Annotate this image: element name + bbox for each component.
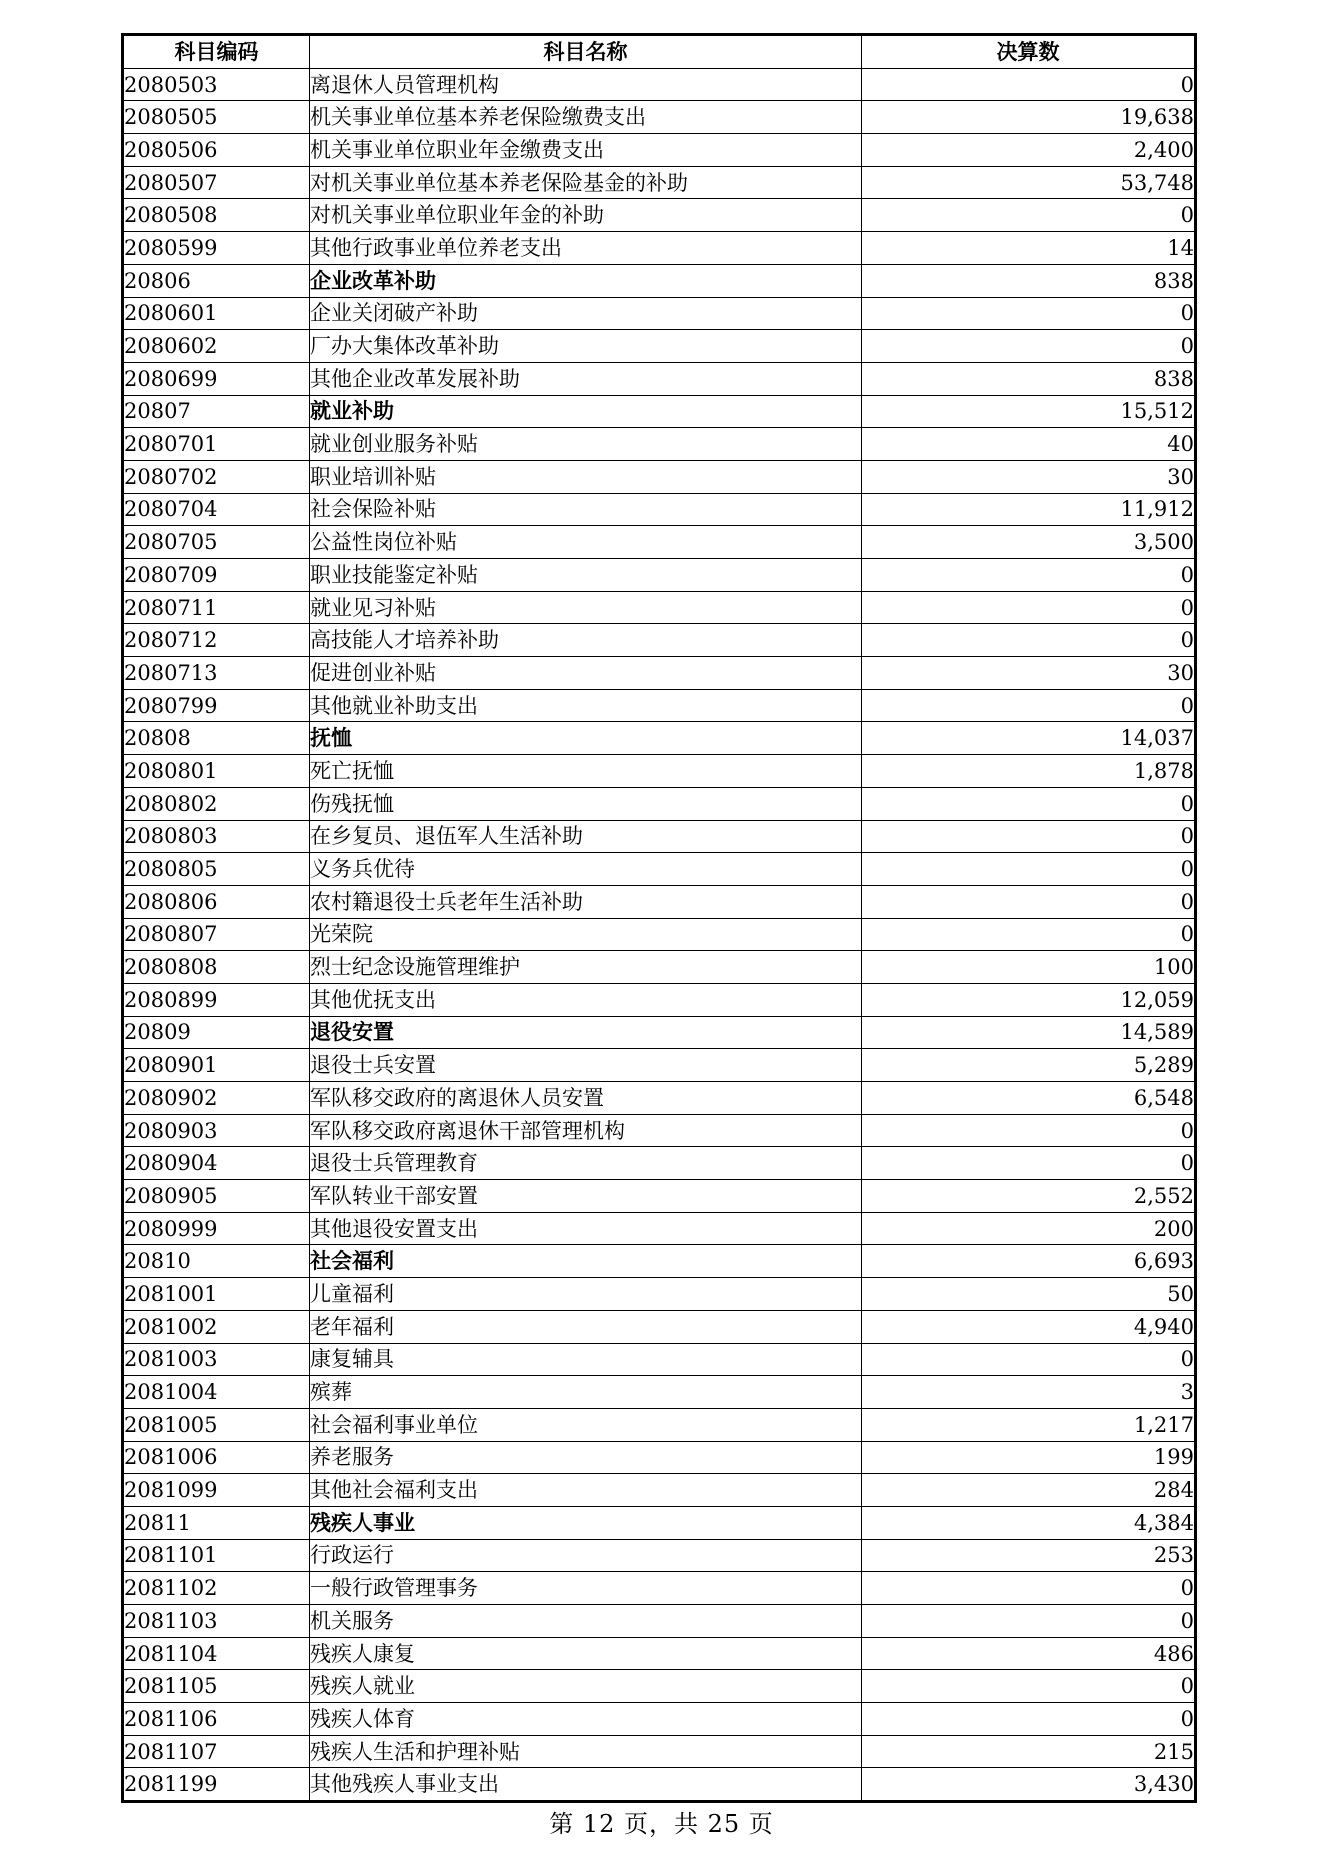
cell-name: 残疾人事业 (310, 1506, 862, 1539)
table-row (123, 885, 1196, 918)
cell-amount: 0 (862, 330, 1196, 363)
cell-name: 退役安置 (310, 1016, 862, 1049)
table-body (123, 68, 1196, 1801)
cell-name: 职业技能鉴定补贴 (310, 559, 862, 592)
cell-code: 2081199 (123, 1768, 310, 1802)
cell-amount: 5,289 (862, 1049, 1196, 1082)
cell-name: 光荣院 (310, 918, 862, 951)
cell-amount: 0 (862, 1114, 1196, 1147)
table-row (123, 1212, 1196, 1245)
cell-code: 2080803 (123, 820, 310, 853)
cell-amount: 0 (862, 297, 1196, 330)
cell-code: 2081107 (123, 1735, 310, 1768)
cell-code: 2080711 (123, 591, 310, 624)
cell-amount: 0 (862, 1147, 1196, 1180)
cell-name: 养老服务 (310, 1441, 862, 1474)
cell-code: 2080713 (123, 657, 310, 690)
cell-name: 离退休人员管理机构 (310, 68, 862, 101)
table-row (123, 787, 1196, 820)
cell-name: 就业创业服务补贴 (310, 428, 862, 461)
table-row-section (123, 1506, 1196, 1539)
cell-name: 企业改革补助 (310, 264, 862, 297)
cell-amount: 215 (862, 1735, 1196, 1768)
cell-amount: 3,500 (862, 526, 1196, 559)
table-row-section (123, 722, 1196, 755)
cell-code: 2080905 (123, 1180, 310, 1213)
table-row (123, 1049, 1196, 1082)
cell-code: 2080705 (123, 526, 310, 559)
cell-name: 退役士兵安置 (310, 1049, 862, 1082)
cell-name: 社会福利事业单位 (310, 1408, 862, 1441)
cell-code: 2081005 (123, 1408, 310, 1441)
cell-amount: 200 (862, 1212, 1196, 1245)
table-row (123, 1441, 1196, 1474)
cell-amount: 0 (862, 689, 1196, 722)
table-row (123, 853, 1196, 886)
cell-amount: 1,217 (862, 1408, 1196, 1441)
table-row (123, 232, 1196, 265)
cell-name: 就业见习补贴 (310, 591, 862, 624)
table-row (123, 1572, 1196, 1605)
cell-code: 2080902 (123, 1082, 310, 1115)
cell-code: 2080601 (123, 297, 310, 330)
cell-amount: 19,638 (862, 101, 1196, 134)
cell-amount: 2,400 (862, 134, 1196, 167)
table-header-row (123, 35, 1196, 69)
cell-amount: 11,912 (862, 493, 1196, 526)
table-row (123, 1539, 1196, 1572)
table-row (123, 199, 1196, 232)
cell-code: 2080712 (123, 624, 310, 657)
table-row-section (123, 1016, 1196, 1049)
cell-name: 一般行政管理事务 (310, 1572, 862, 1605)
table-row (123, 101, 1196, 134)
table-row (123, 362, 1196, 395)
cell-name: 社会保险补贴 (310, 493, 862, 526)
cell-amount: 253 (862, 1539, 1196, 1572)
table-row-section (123, 395, 1196, 428)
cell-name: 军队转业干部安置 (310, 1180, 862, 1213)
cell-code: 20806 (123, 264, 310, 297)
table-row (123, 1180, 1196, 1213)
cell-code: 2081103 (123, 1605, 310, 1638)
cell-code: 20810 (123, 1245, 310, 1278)
table-row (123, 1605, 1196, 1638)
header-name: 科目名称 (310, 35, 862, 69)
cell-name: 其他退役安置支出 (310, 1212, 862, 1245)
table-row (123, 918, 1196, 951)
cell-name: 其他就业补助支出 (310, 689, 862, 722)
table-row (123, 68, 1196, 101)
table-row (123, 460, 1196, 493)
cell-name: 就业补助 (310, 395, 862, 428)
table-row (123, 755, 1196, 788)
cell-name: 儿童福利 (310, 1278, 862, 1311)
cell-code: 20809 (123, 1016, 310, 1049)
cell-name: 其他社会福利支出 (310, 1474, 862, 1507)
cell-code: 2081106 (123, 1703, 310, 1736)
cell-amount: 14,589 (862, 1016, 1196, 1049)
cell-name: 厂办大集体改革补助 (310, 330, 862, 363)
cell-code: 2080799 (123, 689, 310, 722)
cell-amount: 12,059 (862, 983, 1196, 1016)
page-number: 第 12 页，共 25 页 (549, 1810, 774, 1838)
cell-amount: 0 (862, 68, 1196, 101)
table-row (123, 330, 1196, 363)
cell-code: 2080806 (123, 885, 310, 918)
cell-amount: 3 (862, 1376, 1196, 1409)
cell-amount: 6,548 (862, 1082, 1196, 1115)
cell-amount: 486 (862, 1637, 1196, 1670)
cell-amount: 0 (862, 918, 1196, 951)
table-row (123, 428, 1196, 461)
cell-name: 残疾人康复 (310, 1637, 862, 1670)
cell-amount: 3,430 (862, 1768, 1196, 1802)
cell-code: 2080801 (123, 755, 310, 788)
cell-code: 2080709 (123, 559, 310, 592)
cell-code: 2080904 (123, 1147, 310, 1180)
cell-name: 其他优抚支出 (310, 983, 862, 1016)
table-row (123, 1278, 1196, 1311)
cell-code: 2081102 (123, 1572, 310, 1605)
cell-amount: 50 (862, 1278, 1196, 1311)
cell-code: 2080807 (123, 918, 310, 951)
cell-name: 在乡复员、退伍军人生活补助 (310, 820, 862, 853)
table-row (123, 951, 1196, 984)
cell-amount: 15,512 (862, 395, 1196, 428)
header-amount: 决算数 (862, 35, 1196, 69)
cell-name: 军队移交政府离退休干部管理机构 (310, 1114, 862, 1147)
cell-code: 2081001 (123, 1278, 310, 1311)
cell-amount: 284 (862, 1474, 1196, 1507)
cell-name: 职业培训补贴 (310, 460, 862, 493)
cell-amount: 838 (862, 362, 1196, 395)
cell-name: 公益性岗位补贴 (310, 526, 862, 559)
cell-amount: 0 (862, 1605, 1196, 1638)
cell-amount: 40 (862, 428, 1196, 461)
cell-code: 2080508 (123, 199, 310, 232)
table-row (123, 493, 1196, 526)
cell-code: 2080505 (123, 101, 310, 134)
cell-code: 2081099 (123, 1474, 310, 1507)
cell-amount: 30 (862, 460, 1196, 493)
cell-name: 促进创业补贴 (310, 657, 862, 690)
cell-amount: 4,384 (862, 1506, 1196, 1539)
cell-name: 其他残疾人事业支出 (310, 1768, 862, 1802)
cell-code: 2080702 (123, 460, 310, 493)
cell-code: 2080507 (123, 166, 310, 199)
table-row (123, 657, 1196, 690)
cell-amount: 0 (862, 787, 1196, 820)
table-row (123, 1343, 1196, 1376)
table-row (123, 624, 1196, 657)
cell-amount: 199 (862, 1441, 1196, 1474)
cell-amount: 14 (862, 232, 1196, 265)
cell-amount: 2,552 (862, 1180, 1196, 1213)
cell-code: 20811 (123, 1506, 310, 1539)
cell-name: 农村籍退役士兵老年生活补助 (310, 885, 862, 918)
table-row (123, 559, 1196, 592)
cell-name: 老年福利 (310, 1310, 862, 1343)
table-row (123, 526, 1196, 559)
cell-name: 对机关事业单位职业年金的补助 (310, 199, 862, 232)
cell-name: 对机关事业单位基本养老保险基金的补助 (310, 166, 862, 199)
cell-code: 2080506 (123, 134, 310, 167)
cell-amount: 0 (862, 1670, 1196, 1703)
cell-name: 其他行政事业单位养老支出 (310, 232, 862, 265)
cell-amount: 6,693 (862, 1245, 1196, 1278)
cell-name: 殡葬 (310, 1376, 862, 1409)
cell-name: 义务兵优待 (310, 853, 862, 886)
cell-name: 高技能人才培养补助 (310, 624, 862, 657)
cell-name: 机关事业单位基本养老保险缴费支出 (310, 101, 862, 134)
table-row (123, 1376, 1196, 1409)
table-row (123, 297, 1196, 330)
table-row (123, 1703, 1196, 1736)
cell-name: 机关服务 (310, 1605, 862, 1638)
cell-amount: 14,037 (862, 722, 1196, 755)
cell-amount: 0 (862, 820, 1196, 853)
cell-code: 2081003 (123, 1343, 310, 1376)
cell-amount: 0 (862, 1703, 1196, 1736)
budget-table (121, 33, 1197, 1803)
table-row (123, 591, 1196, 624)
cell-code: 2080602 (123, 330, 310, 363)
table-row-section (123, 1245, 1196, 1278)
cell-code: 2080899 (123, 983, 310, 1016)
table-row (123, 134, 1196, 167)
cell-code: 2080503 (123, 68, 310, 101)
cell-code: 20808 (123, 722, 310, 755)
table-row (123, 1114, 1196, 1147)
table-row (123, 1474, 1196, 1507)
cell-amount: 0 (862, 1343, 1196, 1376)
table-row (123, 820, 1196, 853)
table-row (123, 1082, 1196, 1115)
table-row-section (123, 264, 1196, 297)
cell-code: 2081004 (123, 1376, 310, 1409)
cell-amount: 100 (862, 951, 1196, 984)
cell-name: 军队移交政府的离退休人员安置 (310, 1082, 862, 1115)
cell-code: 2081101 (123, 1539, 310, 1572)
cell-name: 机关事业单位职业年金缴费支出 (310, 134, 862, 167)
table-row (123, 1735, 1196, 1768)
cell-code: 2081104 (123, 1637, 310, 1670)
cell-code: 2080999 (123, 1212, 310, 1245)
cell-amount: 0 (862, 885, 1196, 918)
cell-code: 2080903 (123, 1114, 310, 1147)
cell-code: 2081006 (123, 1441, 310, 1474)
cell-name: 残疾人生活和护理补贴 (310, 1735, 862, 1768)
cell-name: 康复辅具 (310, 1343, 862, 1376)
table-row (123, 1147, 1196, 1180)
cell-amount: 0 (862, 199, 1196, 232)
header-code: 科目编码 (123, 35, 310, 69)
table-row (123, 689, 1196, 722)
cell-code: 2080704 (123, 493, 310, 526)
table-row (123, 983, 1196, 1016)
cell-code: 2080802 (123, 787, 310, 820)
table-row (123, 166, 1196, 199)
cell-name: 其他企业改革发展补助 (310, 362, 862, 395)
table-row (123, 1310, 1196, 1343)
cell-amount: 4,940 (862, 1310, 1196, 1343)
table-row (123, 1408, 1196, 1441)
cell-name: 烈士纪念设施管理维护 (310, 951, 862, 984)
cell-amount: 1,878 (862, 755, 1196, 788)
cell-amount: 838 (862, 264, 1196, 297)
cell-name: 残疾人体育 (310, 1703, 862, 1736)
cell-amount: 0 (862, 591, 1196, 624)
cell-code: 2080805 (123, 853, 310, 886)
cell-name: 退役士兵管理教育 (310, 1147, 862, 1180)
table-row (123, 1768, 1196, 1802)
cell-name: 残疾人就业 (310, 1670, 862, 1703)
cell-amount: 30 (862, 657, 1196, 690)
cell-amount: 0 (862, 559, 1196, 592)
cell-code: 2081105 (123, 1670, 310, 1703)
cell-name: 死亡抚恤 (310, 755, 862, 788)
cell-code: 2080701 (123, 428, 310, 461)
cell-code: 2080808 (123, 951, 310, 984)
cell-code: 2080599 (123, 232, 310, 265)
cell-code: 2080901 (123, 1049, 310, 1082)
cell-code: 20807 (123, 395, 310, 428)
cell-name: 伤残抚恤 (310, 787, 862, 820)
cell-name: 行政运行 (310, 1539, 862, 1572)
cell-name: 社会福利 (310, 1245, 862, 1278)
cell-amount: 0 (862, 624, 1196, 657)
cell-code: 2080699 (123, 362, 310, 395)
table-row (123, 1637, 1196, 1670)
cell-code: 2081002 (123, 1310, 310, 1343)
cell-name: 抚恤 (310, 722, 862, 755)
cell-amount: 53,748 (862, 166, 1196, 199)
cell-amount: 0 (862, 1572, 1196, 1605)
table-row (123, 1670, 1196, 1703)
cell-amount: 0 (862, 853, 1196, 886)
cell-name: 企业关闭破产补助 (310, 297, 862, 330)
